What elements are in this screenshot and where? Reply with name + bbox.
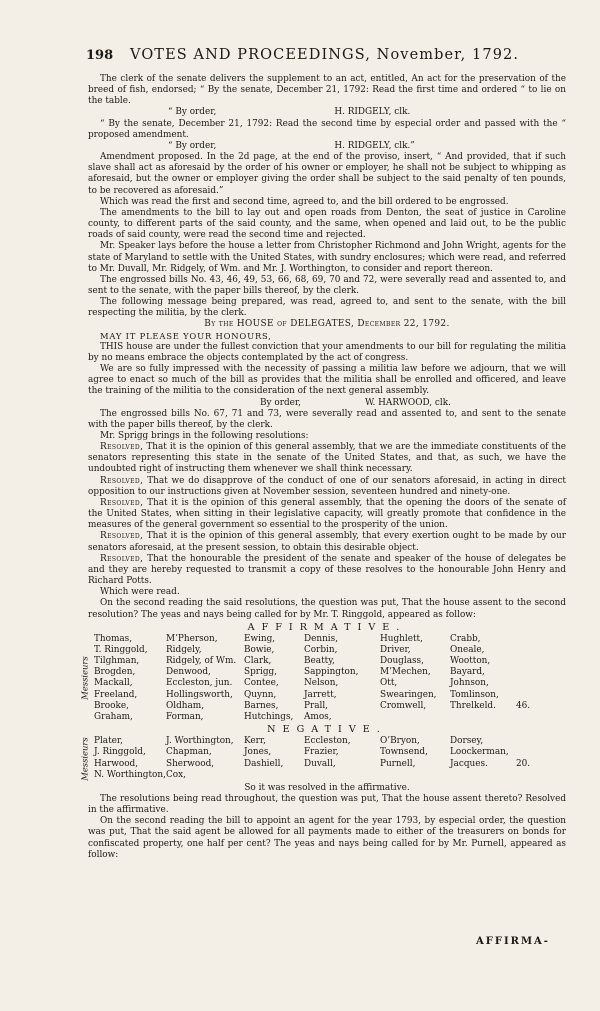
vote-row (94, 747, 530, 758)
member-name: Purnell, (380, 758, 416, 769)
vote-row (94, 701, 530, 712)
vote-total-cell (510, 770, 530, 781)
vote-total-cell (510, 712, 530, 723)
page-number: 198 (86, 48, 114, 63)
vote-total-cell (510, 667, 530, 678)
messieurs-label: Messieurs (79, 736, 90, 781)
member-name: Beatty, (304, 656, 335, 667)
vote-row (94, 667, 530, 678)
resolution-text: That we do disapprove of the conduct of one of our senators aforesaid, in acting in direct opposition to our instructions given at November session, seventeen hundred and ninety-one. (88, 475, 566, 497)
resolution-text: That it is the opinion of this general assembly, that we are the immediate constituents of the senators representing this state in the senate of the United States, and that, as such, we have the undoubted right of instructing them whenever we shall think necessary. (88, 442, 566, 475)
paragraph: Amendment proposed. In the 2d page, at the end of the proviso, insert, “ And provided, that if such slave shall act as aforesaid by the order of his owner or employer, he shall not be subject to whipping as aforesaid, but the owner or employer giving the order shall be subject to the said penalty of ten pounds, to be recovered as aforesaid.” (88, 152, 566, 196)
resolution (88, 531, 566, 553)
vote-total-cell (510, 701, 530, 712)
member-name: Sprigg, (244, 667, 278, 678)
member-name: Eccleston, (304, 736, 351, 747)
paragraph: On the second reading the said resolutions, the question was put, That the house assent to the second resolution? The yeas and nays being called for by Mr. T. Ringgold, appeared as follow: (88, 598, 566, 620)
message-salutation: MAY IT PLEASE YOUR HONOURS, (100, 330, 272, 341)
vote-total: 20. (516, 758, 531, 769)
member-name: Bayard, (450, 667, 485, 678)
signature-line (88, 141, 566, 152)
member-name: Graham, (94, 711, 133, 722)
member-name: Swearingen, (380, 689, 437, 700)
paragraph: The clerk of the senate delivers the supplement to an act, entitled, An act for the preservation of the breed of fish, endorsed; “ By the senate, December 21, 1792: Read the first time and ordered “ to lie on the table. (88, 74, 566, 107)
member-name: Brogden, (94, 667, 136, 678)
member-name (380, 770, 450, 781)
paragraph: The engrossed bills No. 67, 71 and 73, were severally read and assented to, and sent to the senate with the paper bills thereof, by the clerk. (88, 408, 566, 430)
member-name: Tilghman, (94, 656, 140, 667)
paragraph: “ By the senate, December 21, 1792: Read the second time by especial order and passed with the “ proposed amendment. (88, 118, 566, 140)
running-title: VOTES AND PROCEEDINGS, November, 1792. (130, 47, 520, 63)
member-name: Ewing, (244, 633, 276, 644)
paragraph: Which was read the first and second time, agreed to, and the bill ordered to be engrossed. (100, 196, 509, 207)
vote-row (94, 690, 530, 701)
paragraph: Mr. Speaker lays before the house a letter from Christopher Richmond and John Wright, agents for the state of Maryland to settle with the United States, with sundry enclosures; which were read, and referred to Mr. Duvall, Mr. Ridgely, of Wm. and Mr. J. Worthington, to consider and report thereon. (88, 241, 566, 274)
vote-total-cell (510, 690, 530, 701)
page-header (86, 48, 586, 64)
member-name: Tomlinson, (450, 689, 499, 700)
member-name: Jones, (244, 747, 272, 758)
member-name: Oldham, (166, 700, 205, 711)
member-name: O’Bryon, (380, 736, 420, 747)
paragraph: Which were read. (100, 587, 180, 598)
paragraph: The engrossed bills No. 43, 46, 49, 53, 66, 68, 69, 70 and 72, were severally read and assented to, and sent to the senate, with the paper bills thereof, by the clerk. (88, 274, 566, 296)
affirmative-vote-list (79, 633, 566, 723)
catchword: AFFIRMA- (476, 936, 550, 947)
paragraph: We are so fully impressed with the necessity of passing a militia law before we adjourn, that we will agree to enact so much of the bill as provides that the militia shall be enrolled and officered, and leave the training of the militia to the consideration of the next general assembly. (88, 364, 566, 397)
signature-name: H. RIDGELY, clk.” (334, 140, 415, 151)
resolution (88, 476, 566, 498)
member-name: Contee, (244, 678, 279, 689)
member-name: J. Ringgold, (94, 747, 146, 758)
vote-total-cell (510, 645, 530, 656)
member-name: Threlkeld. (450, 700, 496, 711)
vote-row (94, 712, 530, 723)
member-name: Denwood, (166, 667, 211, 678)
member-name: Cox, (166, 769, 186, 780)
member-name: Corbin, (304, 644, 338, 655)
member-name: Cromwell, (380, 700, 427, 711)
member-name: Harwood, (94, 758, 139, 769)
member-name: Dennis, (304, 633, 339, 644)
member-name: Sappington, (304, 667, 359, 678)
member-name: J. Worthington, (166, 736, 234, 747)
vote-total-cell (510, 747, 530, 758)
member-name (380, 712, 450, 723)
member-name: Barnes, (244, 700, 279, 711)
member-name: Freeland, (94, 689, 138, 700)
member-name: Nelson, (304, 678, 339, 689)
signature-by: By order, (260, 397, 301, 408)
negative-heading: NEGATIVE. (267, 724, 387, 736)
member-name: T. Ringgold, (94, 644, 148, 655)
resolution-lead: Resolved, (100, 531, 144, 542)
member-name: Jarrett, (304, 689, 337, 700)
vote-total-cell (510, 678, 530, 689)
vote-row (94, 736, 530, 747)
member-name: Bowie, (244, 644, 275, 655)
vote-row (94, 770, 530, 781)
paragraph: So it was resolved in the affirmative. (244, 782, 410, 793)
member-name: N. Worthington, (94, 769, 166, 780)
resolution-text: That it is the opinion of this general assembly, that every exertion ought to be made by our senators aforesaid, at the present session, to obtain this desirable object. (88, 531, 566, 553)
paragraph: On the second reading the bill to appoint an agent for the year 1793, by especial order, the question was put, That the said agent be allowed for all payments made to either of the treasurers on bonds for confiscated property, one half per cent? The yeas and nays being called for by Mr. Purnell, appeared as follow: (88, 816, 566, 860)
message-heading: By the HOUSE of DELEGATES, December 22, 1792. (204, 319, 450, 330)
member-name: Quynn, (244, 689, 277, 700)
member-name: Jacques. (450, 758, 488, 769)
member-name: Ott, (380, 678, 398, 689)
member-name (450, 712, 510, 723)
member-name: Chapman, (166, 747, 212, 758)
vote-total: 46. (516, 700, 531, 711)
signature-by: “ By order, (168, 140, 217, 151)
vote-row (94, 645, 530, 656)
paragraph: The following message being prepared, was read, agreed to, and sent to the senate, with the bill respecting the militia, by the clerk. (88, 297, 566, 319)
member-name (450, 770, 510, 781)
member-name: Kerr, (244, 736, 266, 747)
member-name: Loockerman, (450, 747, 509, 758)
resolution (88, 554, 566, 587)
vote-total-cell (510, 736, 530, 747)
page-body (79, 74, 566, 861)
member-name: Mackall, (94, 678, 133, 689)
member-name: Brooke, (94, 700, 129, 711)
paragraph: Mr. Sprigg brings in the following resolutions: (100, 431, 309, 441)
negative-vote-list (79, 736, 566, 781)
member-name: Driver, (380, 644, 411, 655)
member-name: Wootton, (450, 656, 491, 667)
vote-total-cell (510, 656, 530, 667)
member-name: Clark, (244, 656, 272, 667)
member-name: Douglass, (380, 656, 424, 667)
member-name (304, 770, 380, 781)
affirmative-names-table (94, 634, 530, 723)
member-name: Crabb, (450, 633, 481, 644)
member-name: Prall, (304, 700, 329, 711)
member-name: Forman, (166, 711, 204, 722)
messieurs-label: Messieurs (79, 656, 90, 701)
member-name: Hughlett, (380, 633, 423, 644)
member-name: Sherwood, (166, 758, 215, 769)
signature-name: W. HARWOOD, clk. (364, 397, 451, 408)
member-name: Dorsey, (450, 736, 484, 747)
vote-total-cell (510, 759, 530, 770)
paragraph: The resolutions being read throughout, the question was put, That the house assent thereto? Resolved in the affirmative. (88, 794, 566, 816)
resolution-lead: Resolved, (100, 442, 144, 453)
signature-by: “ By order, (168, 107, 217, 118)
resolution-lead: Resolved, (100, 475, 144, 486)
member-name: Eccleston, jun. (166, 678, 233, 689)
member-name: Thomas, (94, 633, 133, 644)
member-name: Amos, (304, 711, 332, 722)
member-name: Ridgely, of Wm. (166, 656, 237, 667)
vote-row (94, 634, 530, 645)
member-name: Dashiell, (244, 758, 284, 769)
member-name (244, 770, 304, 781)
paragraph: The amendments to the bill to lay out and open roads from Denton, the seat of justice in Caroline county, to different parts of the said county, and the same, when opened and laid out, to be the public roads of said county, were read the second time and rejected. (88, 207, 566, 241)
resolution (88, 498, 566, 531)
signature-line (88, 398, 566, 409)
resolution-text: That it is the opinion of this general assembly, that the opening the doors of the senate of the United States, when sitting in their legislative capacity, will greatly promote that confidence in the measures of the general government so essential to the prosperity of the union. (88, 497, 566, 531)
vote-row (94, 759, 530, 770)
member-name: Hollingsworth, (166, 689, 233, 700)
member-name: Johnson, (450, 678, 489, 689)
resolution-text: That the honourable the president of the senate and speaker of the house of delegates be and they are hereby requested to transmit a copy of these resolves to the honourable John Henry and Richard Potts. (88, 553, 566, 587)
signature-name: H. RIDGELY, clk. (334, 107, 411, 118)
vote-row (94, 656, 530, 667)
paragraph: THIS house are under the fullest conviction that your amendments to our bill for regulating the militia by no means embrace the objects contemplated by the act of congress. (88, 341, 566, 363)
member-name: M’Mechen, (380, 667, 431, 678)
member-name: Hutchings, (244, 711, 294, 722)
resolution-lead: Resolved, (100, 553, 144, 564)
resolution-lead: Resolved, (100, 497, 144, 508)
signature-line (88, 107, 566, 118)
member-name: Townsend, (380, 747, 428, 758)
member-name: Frazier, (304, 747, 339, 758)
negative-names-table (94, 736, 530, 781)
vote-total-cell (510, 634, 530, 645)
member-name: Duvall, (304, 758, 336, 769)
member-name: Ridgely, (166, 644, 202, 655)
member-name: Oneale, (450, 644, 485, 655)
resolution (88, 442, 566, 475)
affirmative-heading: AFFIRMATIVE. (247, 621, 407, 633)
member-name: Plater, (94, 736, 124, 747)
member-name: M’Pherson, (166, 633, 218, 644)
vote-row (94, 678, 530, 689)
